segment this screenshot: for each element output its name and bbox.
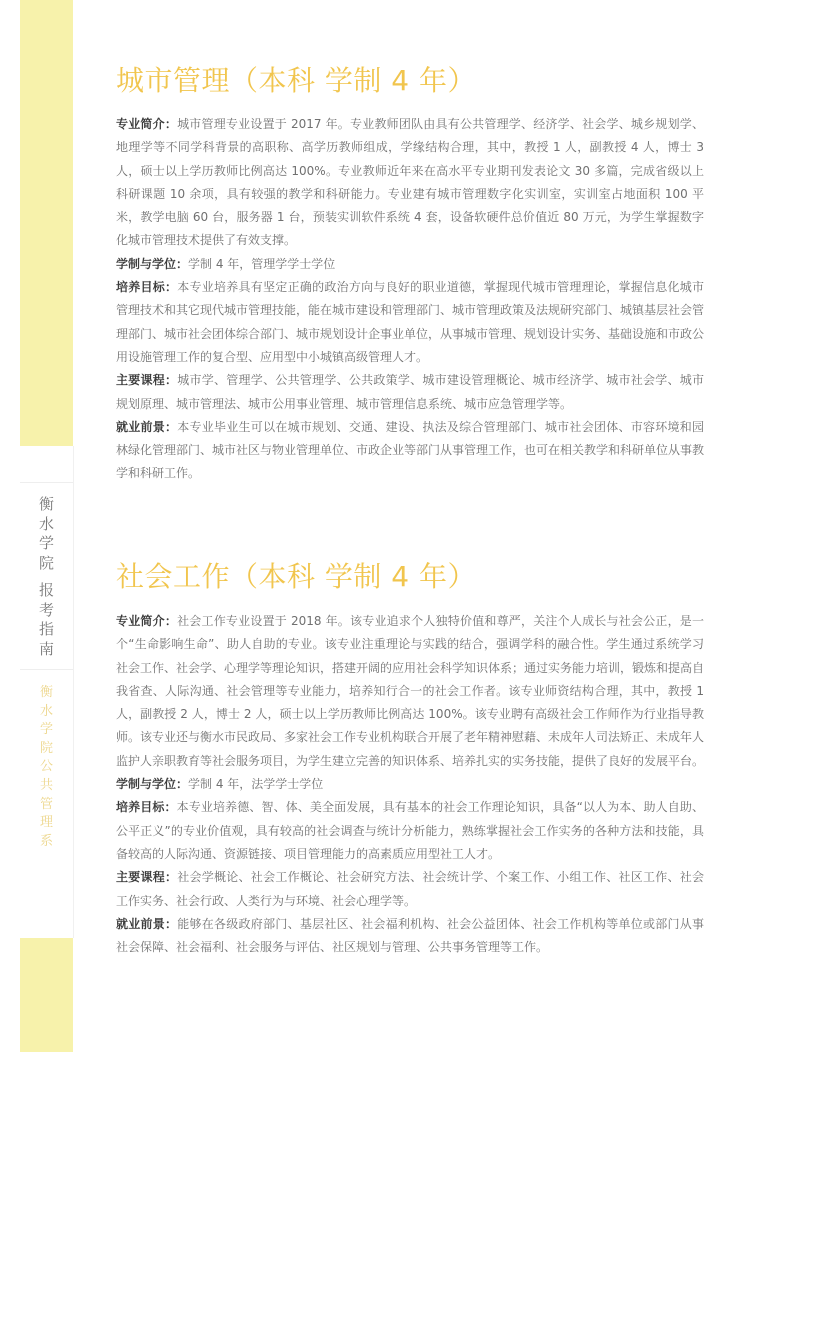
sidebar-char: 公: [39, 759, 53, 775]
major-degree: [116, 253, 704, 276]
sidebar-char: 理: [39, 815, 53, 831]
major-intro: [116, 113, 704, 253]
major-courses: [116, 866, 704, 913]
major-courses: [116, 369, 704, 416]
field-label: 培养目标：: [116, 280, 178, 295]
sidebar-char: 水: [39, 703, 53, 719]
field-text: 社会工作专业设置于 2018 年。该专业追求个人独特价值和尊严，关注个人成长与社会公正，是一个“生命影响生命”、助人自助的专业。该专业注重理论与实践的结合，强调学科的融合性。学生通过系统学习社会工作、社会学、心理学等理论知识，搭建开阔的应用社会科学知识体系；通过实务能力培训，锻炼和提高自我省查、人际沟通、社会管理等专业能力，培养知行合一的社会工作者。该专业师资结构合理，其中，教授 1 人，副教授 2 人，博士 2 人，硕士以上学历教师比例高达 100%。该专业聘有高级社会工作师作为行业指导教师。该专业还与衡水市民政局、多家社会工作专业机构联合开展了老年精神慰藉、未成年人司法矫正、未成年人监护人亲职教育等社会服务项目，为学生建立完善的知识体系、培养扎实的实务技能，提供了良好的发展平台。: [116, 614, 705, 768]
field-text: 社会学概论、社会工作概论、社会研究方法、社会统计学、个案工作、小组工作、社区工作、社会工作实务、社会行政、人类行为与环境、社会心理学等。: [116, 870, 704, 908]
field-label: 学制与学位：: [116, 777, 189, 792]
sidebar-char: 南: [38, 639, 54, 658]
major-title: 城市管理（本科 学制 4 年）: [116, 64, 477, 97]
sidebar-divider-mid: [20, 669, 73, 670]
sidebar-char: 院: [39, 740, 53, 756]
major-intro: [116, 610, 704, 773]
major-degree: [116, 773, 704, 796]
sidebar-char: 学: [38, 534, 54, 552]
field-text: 学制 4 年，管理学学士学位: [188, 256, 336, 271]
sidebar-char: 系: [39, 833, 53, 849]
sidebar-vertical-subtitle: [20, 684, 73, 851]
major-objective: [116, 276, 704, 369]
major-title: 社会工作（本科 学制 4 年）: [116, 560, 477, 593]
field-label: 就业前景：: [116, 419, 178, 434]
field-text: 城市管理专业设置于 2017 年。专业教师团队由具有公共管理学、经济学、社会学、城乡规划学、地理学等不同学科背景的高职称、高学历教师组成，学缘结构合理，其中，教授 1 人，副教授 4 人，博士 3 人，硕士以上学历教师比例高达 100%。专业教师近年来在高水平专业期刊发表论文 30 多篇，完成省级以上科研课题 10 余项，具有较强的教学和科研能力。专业建有城市管理数字化实训室，实训室占地面积 100 平米，教学电脑 60 台，服务器 1 台，预装实训软件系统 4 套，设备软硬件总价值近 80 万元，为学生掌握数字化城市管理技术提供了有效支撑。: [116, 117, 704, 248]
sidebar-char: 共: [39, 777, 53, 793]
sidebar-char: 衡: [38, 495, 54, 513]
sidebar-vertical-title: [20, 495, 73, 659]
sidebar-char: 学: [39, 722, 53, 738]
field-text: 能够在各级政府部门、基层社区、社会福利机构、社会公益团体、社会工作机构等单位或部门从事社会保障、社会福利、社会服务与评估、社区规划与管理、公共事务管理等工作。: [116, 916, 704, 955]
field-label: 专业简介：: [116, 117, 178, 131]
major-section-social-work: [116, 560, 704, 959]
major-objective: [116, 796, 704, 866]
major-career: [116, 913, 704, 960]
field-label: 专业简介：: [116, 614, 178, 628]
field-text: 本专业毕业生可以在城市规划、交通、建设、执法及综合管理部门、城市社会团体、市容环境和园林绿化管理部门、城市社区与物业管理单位、市政企业等部门从事管理工作，也可在相关教学和科研单位从事教学和科研工作。: [116, 419, 705, 481]
field-text: 城市学、管理学、公共管理学、公共政策学、城市建设管理概论、城市经济学、城市社会学、城市规划原理、城市管理法、城市公用事业管理、城市管理信息系统、城市应急管理学等。: [116, 373, 704, 411]
sidebar-char: 衡: [39, 685, 53, 700]
field-label: 培养目标：: [116, 800, 177, 815]
field-text: 本专业培养具有坚定正确的政治方向与良好的职业道德，掌握现代城市管理理论，掌握信息化城市管理技术和其它现代城市管理技能，能在城市建设和管理部门、城市管理政策及法规研究部门、城镇基层社会管理部门、城市社会团体综合部门、城市规划设计企事业单位，从事城市管理、规划设计实务、基础设施和市政公用设施管理工作的复合型、应用型中小城镇高级管理人才。: [116, 280, 705, 364]
major-section-urban-management: [116, 64, 704, 486]
field-label: 主要课程：: [116, 870, 178, 885]
sidebar-char: 报: [38, 581, 54, 599]
sidebar-divider-top: [20, 482, 73, 483]
sidebar-char: 指: [38, 620, 54, 638]
sidebar-char: 水: [38, 514, 54, 533]
sidebar-strip-top: [20, 0, 73, 446]
field-label: 主要课程：: [116, 373, 178, 388]
sidebar-char: 管: [39, 796, 53, 812]
sidebar-char: 考: [38, 600, 54, 619]
sidebar-char: 院: [38, 553, 54, 572]
field-label: 就业前景：: [116, 916, 178, 931]
sidebar-strip-bottom: [20, 938, 73, 1052]
major-career: [116, 416, 704, 486]
field-text: 学制 4 年，法学学士学位: [188, 777, 324, 792]
field-label: 学制与学位：: [116, 256, 189, 271]
field-text: 本专业培养德、智、体、美全面发展，具有基本的社会工作理论知识，具备“以人为本、助人自助、公平正义”的专业价值观，具有较高的社会调查与统计分析能力，熟练掌握社会工作实务的各种方法和技能，具备较高的人际沟通、资源链接、项目管理能力的高素质应用型社工人才。: [116, 800, 704, 861]
